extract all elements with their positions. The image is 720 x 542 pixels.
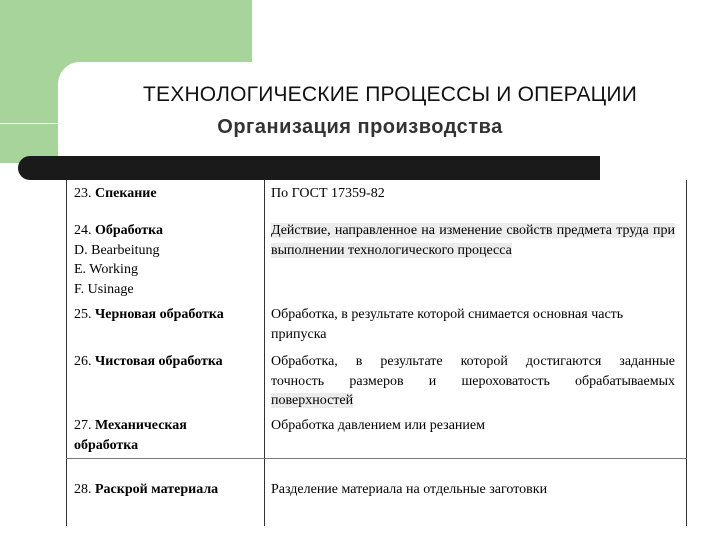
table-row-definition: Обработка, в результате которой снимается основная часть припуска	[271, 307, 624, 342]
table-column-divider	[264, 180, 265, 526]
table-row-term: 28. Раскрой материала	[74, 482, 219, 497]
page-title: ТЕХНОЛОГИЧЕСКИЕ ПРОЦЕССЫ И ОПЕРАЦИИ	[143, 83, 637, 106]
page-subtitle: Организация производства	[217, 116, 503, 138]
table-row-definition: Обработка давлением или резанием	[271, 418, 485, 433]
table-row-term: 24. Обработка D. Bearbeitung E. Working F. Usinage	[74, 223, 164, 297]
table-row-term: 26. Чистовая обработка	[74, 354, 223, 369]
table-row-definition: По ГОСТ 17359-82	[271, 186, 385, 201]
table-row-term: 27. Механическая обработка	[74, 418, 187, 453]
table-header-bar	[18, 156, 600, 180]
table-row-term: 23. Спекание	[74, 186, 157, 201]
table-row-term: 25. Черновая обработка	[74, 307, 224, 322]
table-right-border	[686, 180, 687, 526]
table-row-definition: Разделение материала на отдельные заготовки	[271, 482, 548, 497]
table-row-definition: Действие, направленное на изменение свойств предмета труда при выполнении технологического процесса	[271, 223, 675, 258]
table-row-definition: Обработка, в результате которой достигаются заданные точность размеров и шероховатость обрабатываемых поверхностей	[271, 354, 675, 408]
table-left-border	[66, 180, 67, 526]
table-row-divider	[66, 458, 687, 459]
decorative-line	[0, 123, 58, 124]
